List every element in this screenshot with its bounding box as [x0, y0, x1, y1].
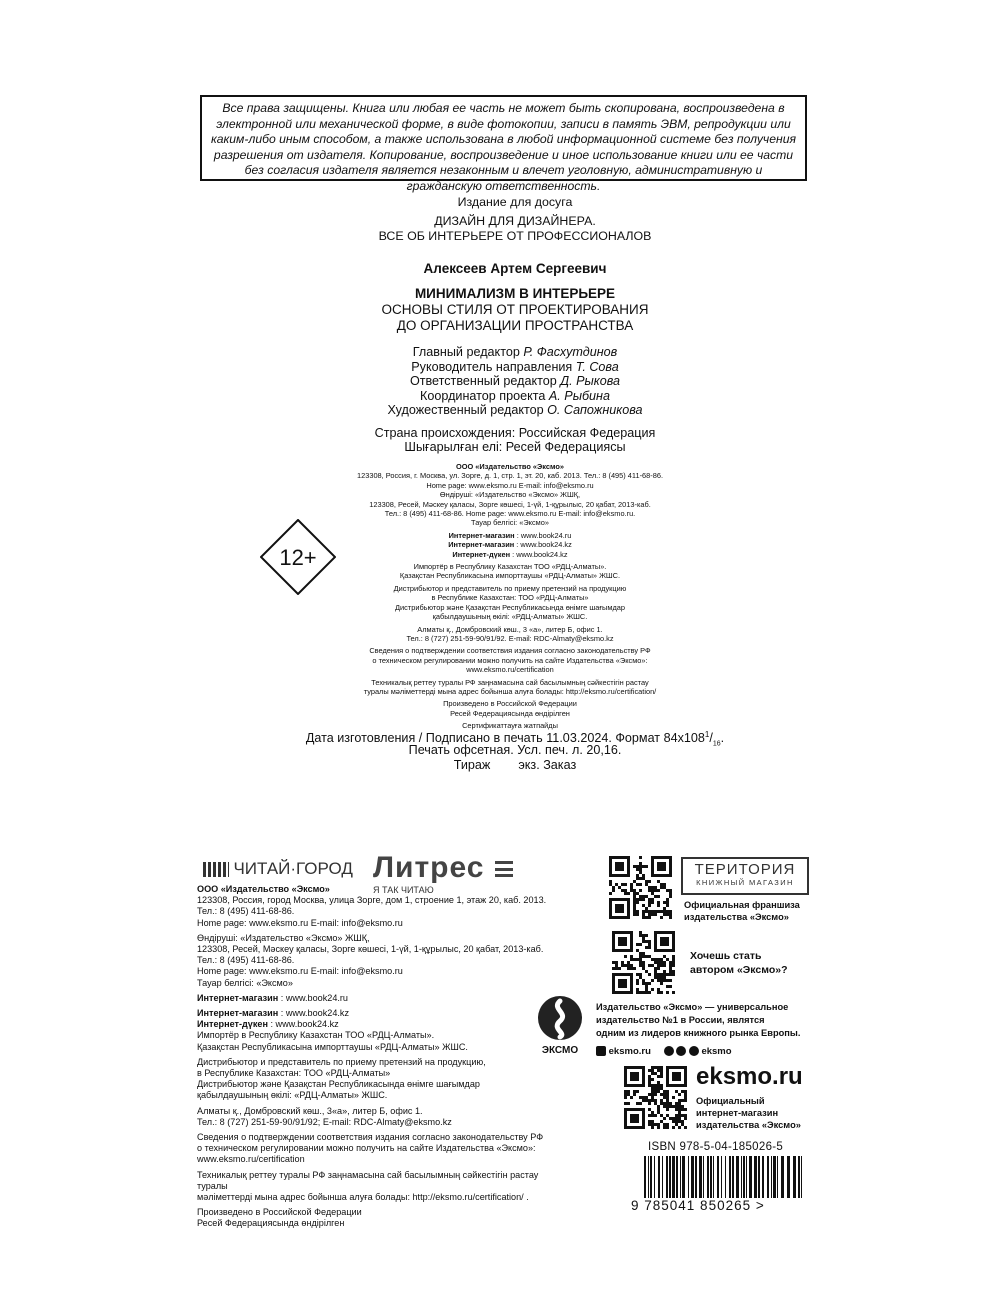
pb-shop-2: Интернет-магазин : www.book24.kz — [448, 540, 572, 550]
pb-cert-2: о техническом регулировании можно получить на сайте Издательства «Эксмо»: — [372, 655, 648, 665]
print-line-1: Дата изготовления / Подписано в печать 11.03.2024. Формат $84x108^1/_{16}$. — [305, 730, 725, 748]
age-rating: 12+ — [279, 545, 317, 570]
bl-kz-3: Тел.: 8 (495) 411-68-86. — [197, 955, 295, 966]
about-line-1: Издательство «Эксмо» — универсальное — [596, 1002, 789, 1012]
edition-type: Издание для досуга — [457, 195, 573, 209]
bl-address: 123308, Россия, город Москва, улица Зорге, дом 1, строение 1, этаж 20, каб. 2013. — [197, 895, 547, 906]
bl-imp-1: Импортёр в Республику Казахстан ТОО «РДЦ-Алматы». — [197, 1030, 435, 1041]
bl-alm-1: Алматы қ., Домбровский көш., 3«а», литер Б, офис 1. — [197, 1105, 423, 1116]
print-line-2: Печать офсетная. Усл. печ. л. 20,16. — [408, 743, 622, 757]
bl-made-1: Произведено в Российской Федерации — [197, 1207, 362, 1218]
pb-tech-1: Техникалық реттеу туралы РФ заңнамасына сай басылымның сәйкестігін растау — [371, 677, 649, 687]
about-line-2: издательство №1 в России, являтся — [596, 1015, 765, 1025]
pb-trademark: Тауар белгісі: «Эксмо» — [471, 518, 549, 528]
pb-cert-kz: Сертификаттауға жатпайды — [462, 721, 558, 731]
author-qr-icon — [612, 931, 676, 995]
eksmo-site-icon — [596, 1046, 606, 1056]
credit-project-coordinator: Координатор проекта А. Рыбина — [420, 388, 610, 403]
litres-tagline: Я ТАК ЧИТАЮ — [373, 885, 434, 895]
bl-tech-2: мәліметтерді мына адрес бойынша алуға болады: http://eksmo.ru/certification/ . — [197, 1192, 529, 1203]
bl-kz-5: Тауар белгісі: «Эксмо» — [197, 977, 293, 988]
barcode-digits: 9 785041 850265 > — [631, 1198, 765, 1213]
pb-almaty-2: Тел.: 8 (727) 251-59-90/91/92. E-mail: RDC-Almaty@eksmo.kz — [406, 633, 614, 643]
bl-home: Home page: www.eksmo.ru E-mail: info@eksmo.ru — [197, 917, 403, 928]
eksmo-shop-qr-icon — [624, 1066, 688, 1130]
chitai-gorod-icon — [203, 862, 229, 877]
bl-publisher-name: ООО «Издательство «Эксмо» — [197, 884, 330, 894]
pb-cert-3: www.eksmo.ru/certification — [466, 665, 554, 675]
chitai-gorod-logo: ЧИТАЙ·ГОРОД — [203, 859, 353, 879]
pb-kz-contacts: Тел.: 8 (495) 411-68-86. Home page: www.eksmo.ru E-mail: info@eksmo.ru. — [384, 509, 636, 519]
bl-kz-1: Өндіруші: «Издательство «Эксмо» ЖШҚ, — [197, 932, 370, 943]
pb-almaty-1: Алматы қ., Домбровский көш., 3 «а», литер Б, офис 1. — [417, 624, 603, 634]
print-line-3: Тираж экз. Заказ — [453, 758, 577, 772]
credit-chief-editor: Главный редактор Р. Фасхутдинов — [412, 345, 618, 359]
bl-dist-3: Дистрибьютор және Қазақстан Республикасында өнімге шағымдар — [197, 1079, 480, 1090]
pb-shop-3: Интернет-дүкен : www.book24.kz — [452, 549, 568, 559]
vk-icon — [664, 1046, 674, 1056]
litres-menu-icon — [495, 861, 513, 877]
publisher-block — [350, 462, 670, 731]
bl-made-2: Ресей Федерациясында өндірілген — [197, 1218, 345, 1229]
bl-cert-2: о техническом регулировании можно получить на сайте Издательства «Эксмо»: — [197, 1143, 536, 1154]
subtitle-line-2: ДО ОРГАНИЗАЦИИ ПРОСТРАНСТВА — [396, 318, 634, 333]
credits-list — [240, 345, 790, 418]
bl-shop-3: Интернет-дүкен : www.book24.kz — [197, 1019, 339, 1030]
pb-distributor-3: Дистрибьютор және Қазақстан Республикасында өнімге шағымдар — [395, 602, 625, 612]
bl-kz-4: Home page: www.eksmo.ru E-mail: info@eksmo.ru — [197, 966, 403, 977]
telegram-icon — [676, 1046, 686, 1056]
shop-line-2: интернет-магазин — [696, 1108, 779, 1118]
pb-made-2: Ресей Федерациясында өндірілген — [450, 708, 570, 718]
about-line-3: одним из лидеров книжного рынка Европы. — [596, 1028, 801, 1038]
territoria-qr-icon — [609, 856, 673, 920]
pb-distributor-4: қабылдаушының өкілі: «РДЦ-Алматы» ЖШС. — [432, 612, 588, 622]
litres-logo: Литрес — [373, 851, 513, 885]
author: Алексеев Артем Сергеевич — [423, 261, 607, 276]
book-title: МИНИМАЛИЗМ В ИНТЕРЬЕРЕ — [414, 286, 616, 301]
franchise-line-2: издательства «Эксмо» — [684, 912, 789, 922]
pb-tech-2: туралы мәліметтерді мына адрес бойынша алуға болады: http://eksmo.ru/certification/ — [363, 686, 657, 696]
ok-icon — [689, 1046, 699, 1056]
bl-cert-1: Сведения о подтверждении соответствия издания согласно законодательству РФ — [197, 1132, 544, 1143]
credit-direction-head: Руководитель направления Т. Сова — [411, 359, 619, 374]
pb-homepage: Home page: www.eksmo.ru E-mail: info@eksmo.ru — [426, 480, 594, 490]
bl-tech-1: Техникалық реттеу туралы РФ заңнамасына сай басылымның сәйкестігін растау туралы — [197, 1169, 539, 1191]
shop-line-1: Официальный — [696, 1096, 765, 1106]
bl-alm-2: Тел.: 8 (727) 251-59-90/91/92; E-mail: RDC-Almaty@eksmo.kz — [197, 1116, 452, 1127]
isbn: ISBN 978-5-04-185026-5 — [648, 1141, 784, 1153]
bl-phone: Тел.: 8 (495) 411-68-86. — [197, 906, 295, 917]
author-call-1: Хочешь стать — [690, 950, 762, 962]
bl-dist-2: в Республике Казахстан: ТОО «РДЦ-Алматы» — [197, 1068, 391, 1079]
series-line-1: ДИЗАЙН ДЛЯ ДИЗАЙНЕРА. — [434, 214, 596, 228]
pb-publisher-name: ООО «Издательство «Эксмо» — [456, 462, 564, 471]
franchise-line-1: Официальная франшиза — [684, 900, 800, 910]
barcode-icon — [642, 1156, 806, 1198]
pb-shop-1: Интернет-магазин : www.book24.ru — [448, 530, 572, 540]
pb-distributor-2: в Республике Казахстан: ТОО «РДЦ-Алматы» — [431, 593, 589, 603]
bl-shop-1: Интернет-магазин : www.book24.ru — [197, 992, 348, 1003]
shop-line-3: издательства «Эксмо» — [696, 1120, 801, 1130]
social-links: eksmo.ru eksmo — [596, 1046, 732, 1057]
pb-kz-address: 123308, Ресей, Мәскеу қаласы, Зорге көшесі, 1-үй, 1-құрылыс, 20 қабат, 2013-каб. — [369, 499, 651, 509]
pb-importer-kz: Қазақстан Республикасына импорттаушы «РДЦ-Алматы» ЖШС. — [399, 571, 621, 581]
origin-ru: Страна происхождения: Российская Федерация — [374, 426, 656, 440]
origin-kz: Шығарылған елі: Ресей Федерациясы — [404, 440, 626, 454]
bl-shop-2: Интернет-магазин : www.book24.kz — [197, 1008, 349, 1019]
bl-dist-4: қабылдаушының өкілі: «РДЦ-Алматы» ЖШС. — [197, 1090, 388, 1101]
bl-cert-3: www.eksmo.ru/certification — [197, 1154, 305, 1165]
bl-dist-1: Дистрибьютор и представитель по приему претензий на продукцию, — [197, 1056, 486, 1067]
series-line-2: ВСЕ ОБ ИНТЕРЬЕРЕ ОТ ПРОФЕССИОНАЛОВ — [378, 229, 652, 243]
pb-address: 123308, Россия, г. Москва, ул. Зорге, д. 1, стр. 1, эт. 20, каб. 2013. Тел.: 8 (495) 411-68-86. — [357, 471, 663, 481]
eksmo-site: eksmo.ru — [696, 1063, 803, 1090]
pb-importer-ru: Импортёр в Республику Казахстан ТОО «РДЦ-Алматы». — [413, 562, 607, 572]
pb-made-1: Произведено в Российской Федерации — [443, 699, 577, 709]
rights-notice-box — [200, 95, 807, 193]
bottom-publisher-info — [197, 884, 557, 1234]
territoria-logo: ТЕРИТОРИЯ КНИЖНЫЙ МАГАЗИН — [681, 857, 809, 895]
bl-kz-2: 123308, Ресей, Мәскеу қаласы, Зорге көшесі, 1-үй, 1-құрылыс, 20 қабат, 2013-каб. — [197, 944, 544, 955]
age-rating-badge — [260, 519, 336, 595]
rights-notice: Все права защищены. Книга или любая ее часть не может быть скопирована, воспроизведена в электронной или механической форме, в виде фотокопии, записи в память ЭВМ, репродукции или каким-либо иным способом, а также использована в любой информационной системе без получения разрешения от издателя. Копирование, воспроизведение и иное использование книги или ее части без согласия издателя является незаконным и влечет уголовную, административную и гражданскую ответственность. — [210, 101, 796, 193]
pb-distributor-1: Дистрибьютор и представитель по приему претензий на продукцию — [393, 583, 627, 593]
eksmo-logo-icon — [537, 995, 583, 1041]
eksmo-logo-text: ЭКСМО — [541, 1045, 579, 1056]
pb-cert-1: Сведения о подтверждении соответствия издания согласно законодательству РФ — [369, 646, 651, 656]
credit-responsible-editor: Ответственный редактор Д. Рыкова — [409, 374, 621, 388]
author-call-2: автором «Эксмо»? — [690, 964, 788, 976]
subtitle-line-1: ОСНОВЫ СТИЛЯ ОТ ПРОЕКТИРОВАНИЯ — [381, 302, 649, 317]
bl-imp-2: Қазақстан Республикасына импорттаушы «РДЦ-Алматы» ЖШС. — [197, 1041, 468, 1052]
pb-kz-publisher: Өндіруші: «Издательство «Эксмо» ЖШҚ, — [439, 490, 581, 500]
credit-art-editor: Художественный редактор О. Сапожникова — [387, 403, 643, 417]
